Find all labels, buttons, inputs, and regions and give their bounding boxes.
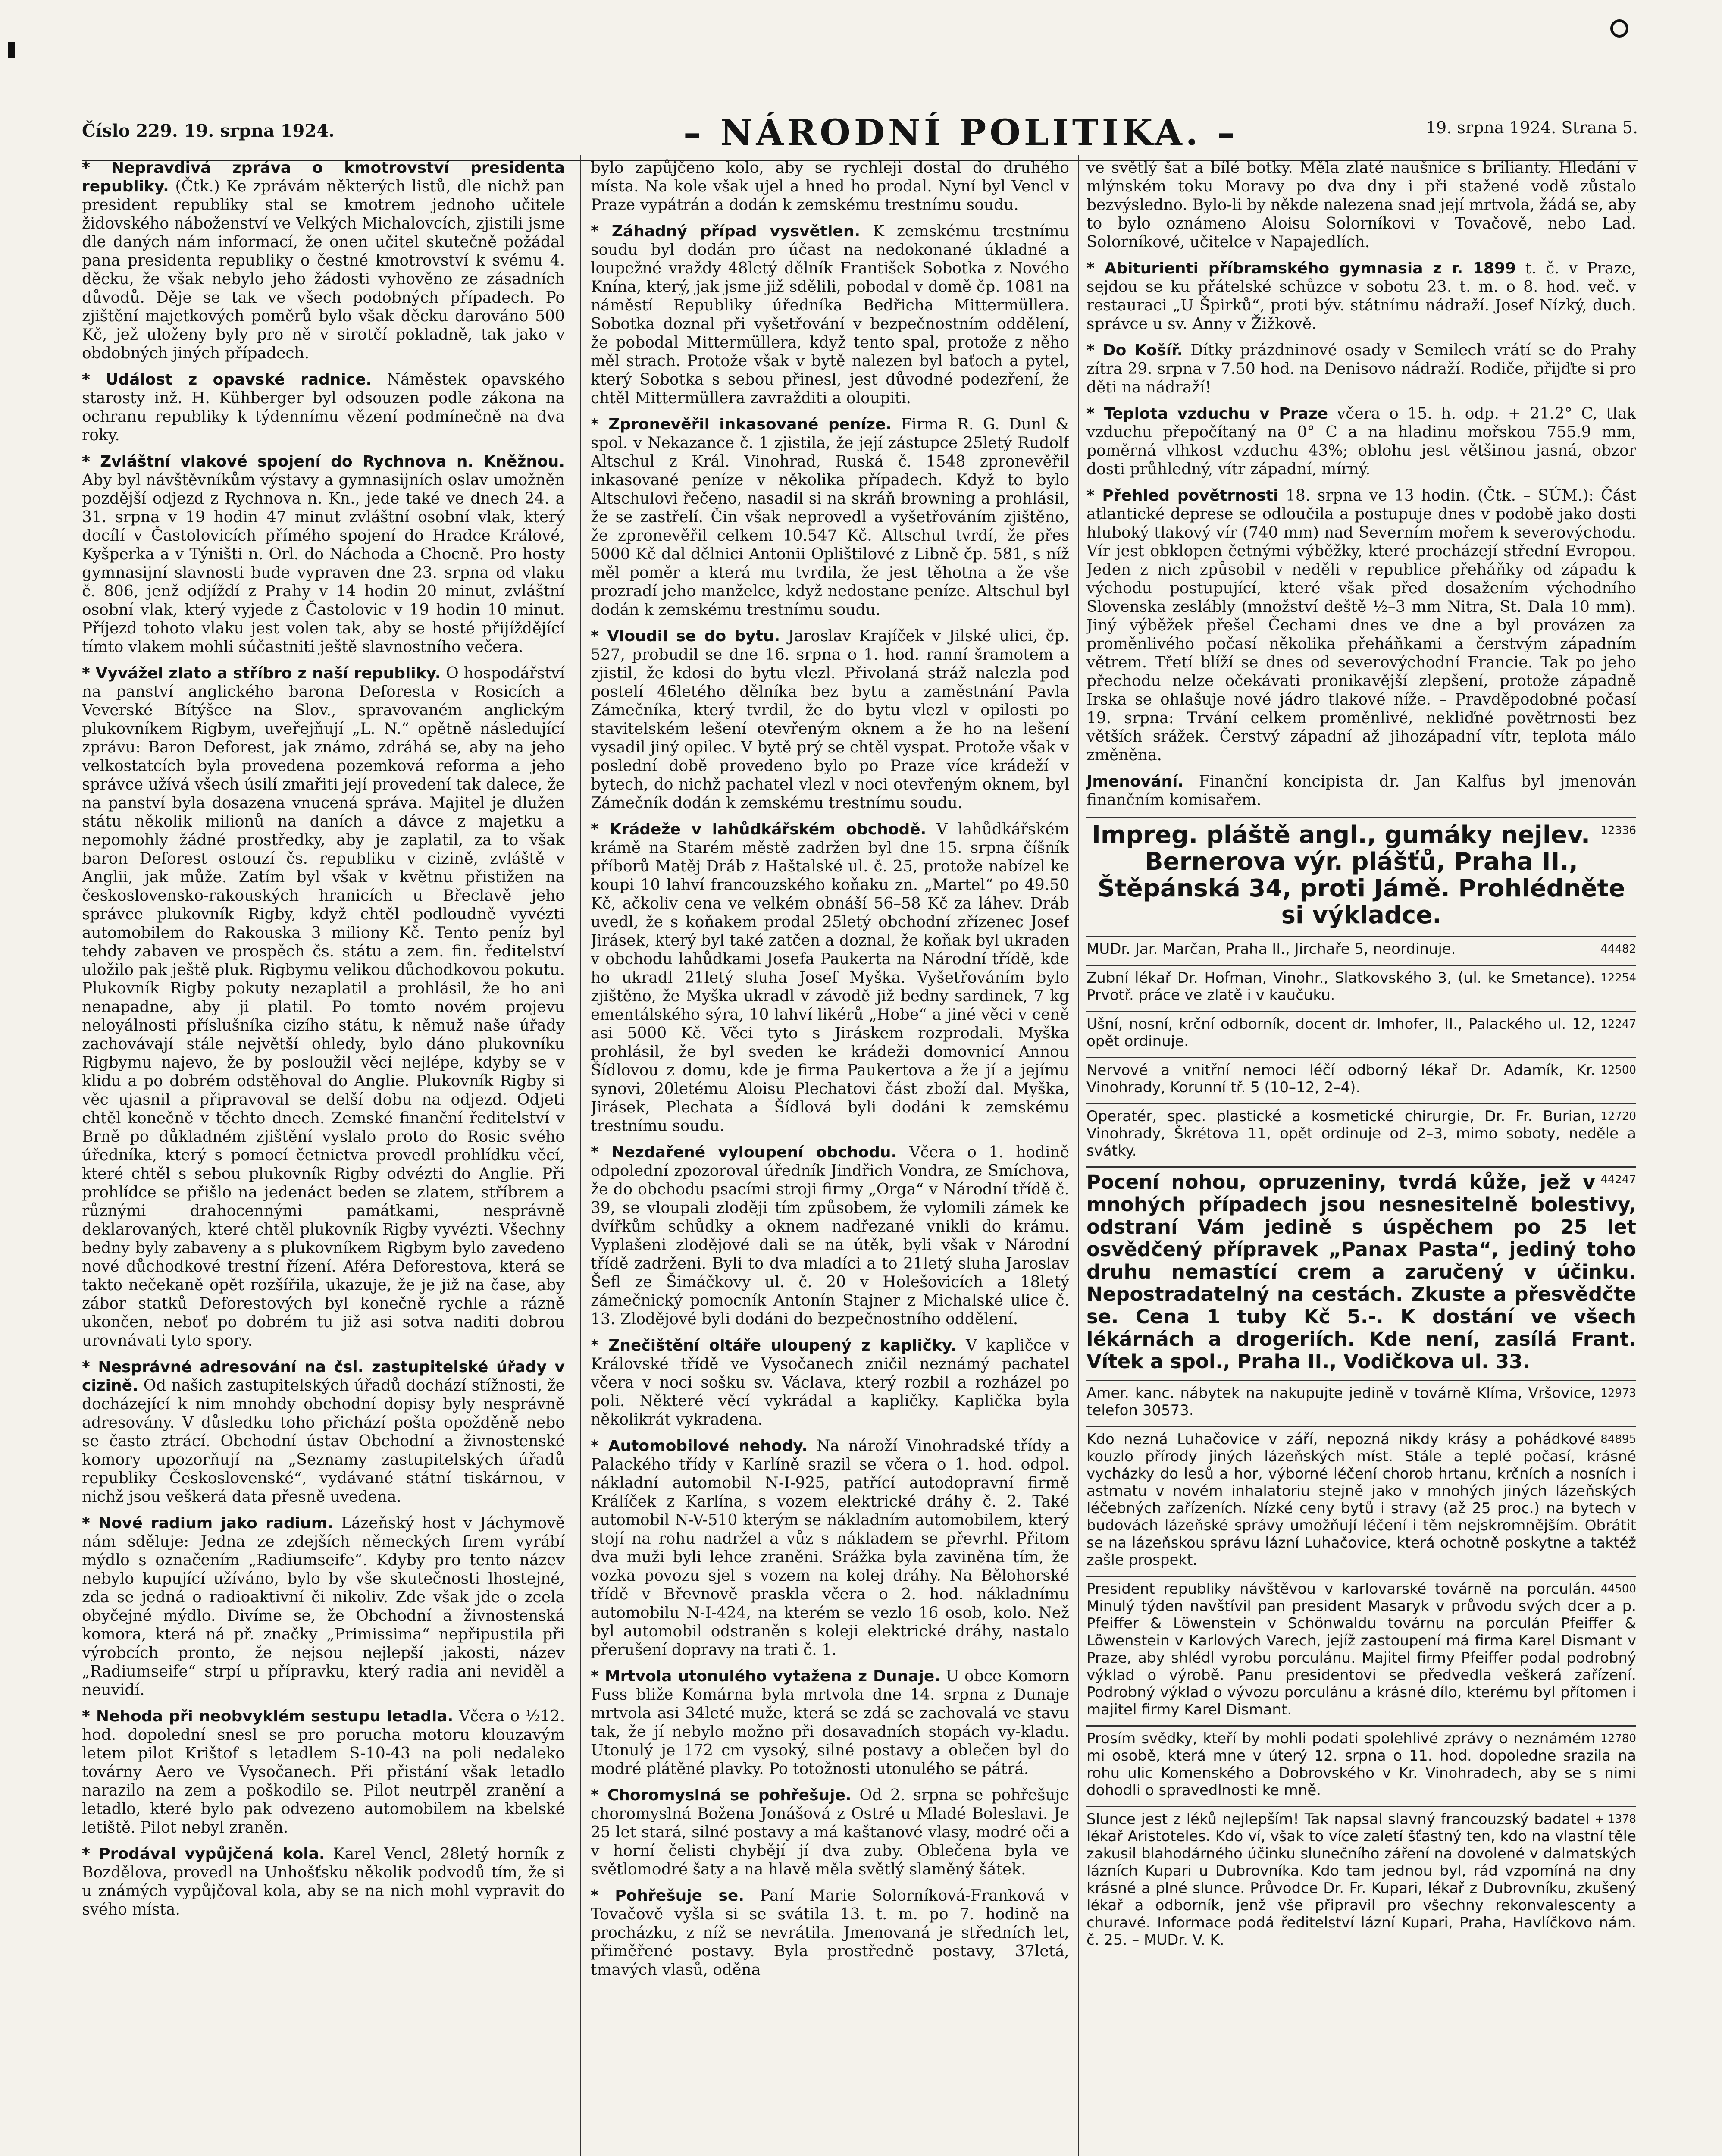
ad-text: Slunce jest z léků nejlepším! Tak napsal slavný francouzský badatel lékař Aristoteles. Kdo ví, však to více zaletí šťastný ten, kdo na vlastní těle zakusil blahodárného účinku slunečního záření na dovolené v dalmatských lázních Kupari u Dubrovníka. Kdo tam jednou byl, rád vzpomíná na dny krásné a plné slunce. Průvodce Dr. Fr. Kupari, lékař z Dubrovníku, zkušený lékař a odborník, jenž vše připravil pro všechny rekonvalescenty a churavé. Informace podá ředitelství lázní Kupari, Praha, Havlíčkovo nám. č. 25. – MUDr. V. K. xyxy=(1086,1811,1636,1949)
article-headline: * Nepravdivá zpráva o kmotrovství presidenta republiky. xyxy=(82,159,565,195)
article xyxy=(591,415,1069,619)
article-headline: * Abiturienti příbramského gymnasia z r. 1899 xyxy=(1086,260,1516,277)
article-body: Na nároží Vinohradské třídy a Palackého třídy v Karlíně srazil se včera o 1. hod. odpol. nákladní automobil N-I-925, patřící autodopravní firmě Králíček z Karlína, s vozem elektrické dráhy č. 2. Také automobil N-V-510 kterým se nákladním automobilem, který stojí na rohu nadržel a vůz s nákladem se převrhl. Přitom dva muži byli lehce zraněni. Srážka byla zaviněna tím, že vozka povozu sjel s vozem na kolej dráhy. Na Bělohorské třídě v Břevnově praskla včera o 2. hod. nákladnímu automobilu N-I-424, na kterém se vezlo 16 osob, kolo. Než byl automobil odstraněn s koleji elektrické dráhy, nastalo přerušení dopravy na trati č. 1. xyxy=(591,1437,1069,1659)
article xyxy=(591,159,1069,214)
article xyxy=(82,370,565,445)
article xyxy=(82,664,565,1350)
advertisement xyxy=(1086,1103,1636,1159)
article-body: Včera o 1. hodině odpolední zpozoroval úředník Jindřich Vondra, ze Smíchova, že do obchodu psacími stroji firmy „Orga“ v Národní třídě č. 39, se vloupali zloději tím způsobem, že vylomili zámek ke dvířkům schůdky a oknem nadřezané vnikli do krámu. Vyplašeni zlodějové dali se na útěk, byli však v Národní třídě zadrženi. Byli to dva mladíci a to 21letý sluha Jaroslav Šefl ze Šimáčkovy ul. č. 20 v Holešovicích a 18letý zámečnický pomocník Antonín Stajner z Michalské ulice č. 13. Zlodějové byli dodáni do bezpečnostního oddělení. xyxy=(591,1144,1069,1328)
ad-text: Kdo nezná Luhačovice v září, nepozná nikdy krásy a pohádkové kouzlo přírody jiných lázeňských míst. Stále a teplé počasí, krásné vycházky do lesů a hor, výborné léčení chorob hrtanu, krčních a nosních i astmatu v novém inhalatoriu stejně jako v mnohých jiných lázeňských léčebných zařízeních. Nízké ceny bytů i stravy (až 25 proc.) na bytech v budovách lázeňské správy umožňují léčení i těm nejskromnějším. Obrátit se na lázeňskou správu lázní Luhačovice, která ochotně poskytne a taktéž zašle prospekt. xyxy=(1086,1431,1636,1569)
article-body: V kapličce v Královské třídě ve Vysočanech zničil neznámý pachatel včera v noci sošku sv. Václava, který rozbil a rozházel po poli. Některé věcí vykrádal a kapličky. Kaplička byla několikrát vykradena. xyxy=(591,1337,1069,1429)
article xyxy=(591,1786,1069,1879)
article-body: t. č. v Praze, sejdou se ku přátelské schůzce v sobotu 23. t. m. o 8. hod. več. v restauraci „U Špirků“, proti býv. státnímu nádraží. Josef Nízký, duch. správce u sv. Anny v Žižkově. xyxy=(1086,260,1636,333)
ad-text: MUDr. Jar. Marčan, Praha II., Jirchaře 5, neordinuje. xyxy=(1086,940,1456,958)
page-date-number: 19. srpna 1924. Strana 5. xyxy=(1425,118,1638,137)
advertisement xyxy=(1086,936,1636,958)
advertisement xyxy=(1086,1057,1636,1096)
article xyxy=(591,1143,1069,1329)
article-headline: * Prodával vypůjčená kola. xyxy=(82,1845,325,1863)
article-headline: * Pohřešuje se. xyxy=(591,1887,745,1905)
ad-text: Nervové a vnitřní nemoci léčí odborný lékař Dr. Adamík, Kr. Vinohrady, Korunní tř. 5 (10–12, 2–4). xyxy=(1086,1062,1596,1096)
article-headline: * Záhadný případ vysvětlen. xyxy=(591,222,861,240)
article-body: Jaroslav Krajíček v Jilské ulici, čp. 527, probudil se dne 16. srpna o 1. hod. ranní šramotem a zjistil, že kdosi do bytu vlezl. Přivolaná stráž nalezla pod postelí 46letého dělníka bez bytu a zaměstnání Pavla Zámečníka, který tvrdil, že do bytu vlezl v opilosti po stavitelském lešení otevřeným oknem a že ho na lešení vysadil jiný opilec. V bytě prý se chtěl vyspat. Protože však v poslední době provedeno bylo po Praze více krádeží v bytech, do nichž pachatel vlezl v noci otevřeným oknem, byl Zámečník dodán k zemskému trestnímu soudu. xyxy=(591,627,1069,812)
scan-mark-left xyxy=(8,42,15,58)
article-body: Dítky prázdninové osady v Semilech vrátí se do Prahy zítra 29. srpna v 7.50 hod. na Denisovo nádraží. Rodiče, přijďte si pro děti na nádraží! xyxy=(1086,342,1636,396)
ad-code: 12720 xyxy=(1600,1110,1636,1123)
article-body: U obce Komorn Fuss bliže Komárna byla mrtvola dne 14. srpna z Dunaje mrtvola asi 34leté muže, která se zdá se zachovalá ve stavu tak, že jí nebylo možno při dosavadních stopách vy-kladu. Utonulý je 172 cm vysoký, silné postavy a oblečen byl do modré plátěné plavky. Po totožnosti utonulého se pátrá. xyxy=(591,1667,1069,1778)
article-body: Od 2. srpna se pohřešuje choromyslná Božena Jonášová z Ostré u Mladé Boleslavi. Je 25 let stará, silné postavy a má kaštanové vlasy, modré oči a v horní čelisti chybějí jí dva zuby. Oblečena byla ve světlomodré šaty a na hlavě měla světlý slaměný šátek. xyxy=(591,1786,1069,1878)
article-body: včera o 15. h. odp. + 21.2° C, tlak vzduchu přepočítaný na 0° C a na hladinu mořskou 755.9 mm, poměrná vlhkost vzduchu 43%; oblohu jest většinou jasná, obzor dosti průhledný, vítr západní, mírný. xyxy=(1086,405,1636,478)
ad-code: 12336 xyxy=(1600,824,1636,837)
article-headline: * Krádeže v lahůdkářském obchodě. xyxy=(591,821,927,838)
advertisement xyxy=(1086,1806,1636,1949)
ad-code: 44247 xyxy=(1600,1173,1636,1186)
ad-code: 12254 xyxy=(1600,971,1636,984)
advertisement xyxy=(1086,1380,1636,1419)
ad-code: 12247 xyxy=(1600,1018,1636,1031)
article xyxy=(1086,486,1636,765)
article-body: 18. srpna ve 13 hodin. (Čtk. – SÚM.): Část atlantické deprese se odloučila a postupuje dnes v podobě jako dosti hluboký tlakový vír (740 mm) nad Severním mořem k severovýchodu. Vír jest obklopen četnými výběžky, které procházejí střední Evropou. Jeden z nich způsobil v neděli v republice přeháňky od západu k východu postupující, které však před dosažením východního Slovenska zeslábly (množství deště ½–3 mm Nitra, St. Dala 10 mm). Jiný výběžek přešel Čechami dnes ve dne a byl provázen za proměnlivého počasí několika přeháňkami a čerstvým západním větrem. Třetí blíží se dnes od severovýchodní Francie. Tak po jeho přechodu nelze očekávati pronikavější zlepšení, protože západně Irska se ohlašuje nové jádro tlakové níže. – Pravděpodobné počasí 19. srpna: Trvání celkem proměnlivé, nekliďné povětrnosti bez větších srážek. Čerstvý západní až jihozápadní vítr, teplota málo změněna. xyxy=(1086,487,1636,764)
ad-code: 84895 xyxy=(1600,1433,1636,1446)
ad-code: 12500 xyxy=(1600,1064,1636,1077)
article-body: Karel Vencl, 28letý horník z Bozdělova, provedl na Unhošťsku několik podvodů tím, že si u známých vypůjčoval kola, aby se na nich mohl vypravit do svého místa. xyxy=(82,1845,565,1918)
article-headline: * Zpronevěřil inkasované peníze. xyxy=(591,416,892,433)
ad-code: + 1378 xyxy=(1594,1813,1636,1826)
ad-code: 44482 xyxy=(1600,943,1636,956)
article xyxy=(1086,404,1636,479)
advertisement xyxy=(1086,1725,1636,1799)
article-headline: * Událost z opavské radnice. xyxy=(82,371,372,389)
article-headline: * Nesprávné adresování na čsl. zastupitelské úřady v cizině. xyxy=(82,1358,565,1395)
article-body: Od našich zastupitelských úřadů dochází stížnosti, že docházející k nim mnohdy obchodní dopisy byly nesprávně adresovány. V důsledku toho přichází pošta opožděně nebo se často ztrácí. Obchodní ústav Obchodní a živnostenské komory upozorňují na „Seznamy zastupitelských úřadů republiky Československé“, vydávané státní tiskárnou, v nichž jsou veškerá data přesně uvedena. xyxy=(82,1377,565,1506)
advertisement xyxy=(1086,817,1636,929)
article-headline: * Do Košíř. xyxy=(1086,342,1183,359)
article-body: V lahůdkářském krámě na Starém městě zadržen byl dne 15. srpna číšník příborů Matěj Dráb z Haštalské ul. č. 25, protože nabízel ke koupi 10 lahví francouzského koňaku zn. „Martel“ po 49.50 Kč, ačkoliv cena ve velkém obnáší 56–58 Kč za láhev. Dráb uvedl, že s koňakem prodal 25letý obchodní zřízenec Josef Jirásek, který byl také zatčen a doznal, že koňak byl ukraden v obchodu lahůdkami Josefa Paukerta na Národní třídě, kde ho ukradl 21letý sluha Josef Myška. Vyšetřováním bylo zjištěno, že Myška ukradl v závodě již bedny sardinek, 7 kg ementálského sýra, 10 lahví likérů „Hobe“ a jiné věci v ceně asi 5000 Kč. Věci tyto s Jiráskem rozprodali. Myška prohlásil, že byl sveden ke krádeži domovnicí Annou Šídlovou z domu, kde je firma Paukertova a že jí a jejímu synovi, 20letému Aloisu Plechatovi část zboží dal. Myška, Jirásek, Plechata a Šídlová byli dodáni k zemskému trestnímu soudu. xyxy=(591,821,1069,1135)
column-3 xyxy=(1086,159,1636,2156)
column-divider xyxy=(1078,155,1079,2156)
article-body: Náměstek opavského starosty inž. H. Kühberger byl odsouzen podle zákona na ochranu republiky k týdennímu vězení podmínečně na dva roky. xyxy=(82,371,565,444)
article-headline: * Teplota vzduchu v Praze xyxy=(1086,405,1328,423)
article xyxy=(82,1514,565,1699)
issue-date: Číslo 229. 19. srpna 1924. xyxy=(82,121,335,141)
ad-code: 44500 xyxy=(1600,1583,1636,1595)
article-headline: * Znečištění oltáře uloupený z kapličky. xyxy=(591,1337,957,1354)
article-headline: * Nehoda při neobvyklém sestupu letadla. xyxy=(82,1708,454,1725)
article xyxy=(1086,159,1636,251)
article xyxy=(591,1336,1069,1429)
column-divider xyxy=(580,155,581,2156)
advertisement xyxy=(1086,1011,1636,1050)
column-2 xyxy=(591,159,1069,2156)
advertisement xyxy=(1086,1576,1636,1718)
ad-text: Amer. kanc. nábytek na nakupujte jedině v továrně Klíma, Vršovice, telefon 30573. xyxy=(1086,1385,1596,1419)
ad-text: Operatér, spec. plastické a kosmetické chirurgie, Dr. Fr. Burian, Vinohrady, Škrétova 11, opět ordinuje od 2–3, mimo soboty, neděle a svátky. xyxy=(1086,1108,1636,1159)
article-headline: * Nezdařené vyloupení obchodu. xyxy=(591,1144,897,1161)
article-headline: Jmenování. xyxy=(1086,773,1184,790)
article xyxy=(591,222,1069,407)
article xyxy=(82,1845,565,1919)
article-body: (Čtk.) Ke zprávám některých listů, dle nichž pan president republiky stal se kmotrem jednoho učitele židovského náboženství ve Velkých Michalovcích, zjistili jsme dle daných nám informací, že onen učitel skutečně požádal pana presidenta republiky o čestné kmotrovství k svému 4. děcku, že však nebylo jeho žádosti vyhověno ze zásadních důvodů. Děje se tak ve všech podobných případech. Po zjištění majetkových poměrů bylo však děcku darováno 500 Kč, jež uloženy byly pro ně v sirotčí pokladně, tak jako v obdobných jiných případech. xyxy=(82,178,565,362)
ink-circle-mark xyxy=(1610,19,1628,38)
article xyxy=(591,820,1069,1135)
ad-code: 12973 xyxy=(1600,1387,1636,1400)
article-body: O hospodářství na panství anglického barona Deforesta v Rosicích a Veverské Bítýšce na Slov., spravovaném anglickým plukovníkem Rigbym, uveřejňují „L. N.“ opětně následující zprávu: Baron Deforest, jak známo, zdráhá se, aby na jeho velkostatcích byla provedena pozemková reforma a jeho správce užívá všech úsilí zmařiti její provedení tak dalece, že na panství byla dosazena vnucená správa. Majitel je dlužen státu několik milionů na daních a dávce z majetku a nepomohly žádné prostředky, aby je zaplatil, za to však baron Deforest ostouzí čs. republiku v cizině, zvláště v Anglii, jak může. Zatím byl však v květnu přistižen na československo-rakouských hranicích u Břeclavě jeho správce plukovník Rigby, když chtěl podloudně vyvézti automobilem do Rakouska 3 miliony Kč. Tento peníz byl tehdy zabaven ve prospěch čs. státu a zem. fin. ředitelství uložilo pak ještě pluk. Rigbymu velikou důchodkovou pokutu. Plukovník Rigby pokuty nezaplatil a prohlásil, že ho ani nenapadne, aby ji platil. Po tomto novém projevu neloyálnosti příslušníka cizího státu, k němuž naše úřady zachovávají stále největší ohledy, bylo dáno plukovníku Rigbymu najevo, že by posloužil věci nejlépe, kdyby se v klidu a po dobrém odstěhoval do Anglie. Plukovník Rigby si věc ujasnil a připravoval se delší dobu na odjezd. Odjeti chtěl konečně v těchto dnech. Zemské finanční ředitelství v Brně po důkladném zjištění vyslalo proto do Rosic svého úředníka, který s pomocí četnictva provedl prohlídku věcí, které chtěl s sebou plukovník Rigby odvézti do Anglie. Při prohlídce se přišlo na jedenáct beden se zlatem, stříbrem a různými drahocennými památkami, nesprávně deklarovaných, které chtěl plukovník Rigby vyvézti. Všechny bedny byly zabaveny a s plukovníkem Rigbym bylo zavedeno nové důchodkové trestní řízení. Aféra Deforestova, která se takto nečekaně opět rozšířila, ukazuje, že je již na čase, aby zábor statků Deforestových byl konečně rychle a rázně ukončen, neboť po dobrém tu již asi sotva naditi dobrou urovnávati tyto spory. xyxy=(82,664,565,1350)
column-1 xyxy=(82,159,565,2156)
article xyxy=(82,1707,565,1837)
article-headline: * Mrtvola utonulého vytažena z Dunaje. xyxy=(591,1667,940,1685)
ad-code: 12780 xyxy=(1600,1732,1636,1745)
article-body: Lázeňský host v Jáchymově nám sděluje: Jedna ze zdejších německých firem vyrábí mýdlo s označením „Radiumseife“. Kdyby pro tento název nebylo kupující užíváno, bylo by vše skutečnosti lhostejné, zda se jedná o radioaktivní či nikoliv. Zde však jde o zcela obyčejné mýdlo. Divíme se, že Obchodní a živnostenská komora, která ná př. značky „Primissima“ nepřipustila při výrobcích pronto, že nejsou nejlepší jakosti, název „Radiumseife“ strpí u přípravku, který radia ani neviděl a neuvidí. xyxy=(82,1514,565,1699)
advertisement xyxy=(1086,965,1636,1004)
article xyxy=(82,452,565,656)
advertisement xyxy=(1086,1426,1636,1569)
article xyxy=(1086,341,1636,397)
article-body: Včera o ½12. hod. dopolední snesl se pro porucha motoru klouzavým letem pilot Krištof s letadlem S-10-43 na poli nedaleko továrny Aero ve Vysočanech. Při přistání však letadlo narazilo na zem a poškodilo se. Pilot neutrpěl zranění a letadlo, které bylo pak odvezeno automobilem na kbelské letiště. Pilot nebyl zraněn. xyxy=(82,1708,565,1836)
article-body: Finanční koncipista dr. Jan Kalfus byl jmenován finančním komisařem. xyxy=(1086,773,1636,809)
article xyxy=(1086,772,1636,809)
article-headline: * Nové radium jako radium. xyxy=(82,1514,333,1532)
article-headline: * Zvláštní vlakové spojení do Rychnova n. Kněžnou. xyxy=(82,453,565,470)
article xyxy=(591,1887,1069,1979)
article xyxy=(82,159,565,363)
ad-text: Pocení nohou, opruzeniny, tvrdá kůže, jež v mnohých případech jsou nesnesitelně bolestivy, odstraní Vám jedině s úspěchem po 25 let osvědčený přípravek „Panax Pasta“, jediný toho druhu nemastící crem a zaručený v účinku. Nepostradatelný na cestách. Zkuste a přesvědčte se. Cena 1 tuby Kč 5.-. K dostání ve všech lékárnách a drogeriích. Kde není, zasílá Frant. Vítek a spol., Praha II., Vodičkova ul. 33. xyxy=(1086,1171,1636,1373)
ad-text: President republiky návštěvou v karlovarské továrně na porculán. Minulý týden navštívil pan president Masaryk v průvodu svých dcer a p. Pfeiffer & Löwenstein v Schönwaldu továrnu na porculán Pfeiffer & Löwenstein v Karlových Varech, jejíž zastoupení má firma Karel Dismant v Praze, aby shlédl vyrobu porculánu. Majitel firmy Pfeiffer podal podrobný výklad o výrobě. Panu presidentovi se předvedla veškerá zařízení. Podrobný výklad o vývozu porculánu a krásné dílo, kterému byl přítomen i majitel firmy Karel Dismant. xyxy=(1086,1580,1636,1718)
article-body: bylo zapůjčeno kolo, aby se rychleji dostal do druhého místa. Na kole však ujel a hned ho prodal. Nyní byl Vencl v Praze vypátrán a dodán k zemskému trestnímu soudu. xyxy=(591,159,1069,214)
article-body: Aby byl návštěvníkům výstavy a gymnasijních oslav umožněn pozdější odjezd z Rychnova n. Kn., jede také ve dnech 24. a 31. srpna v 19 hodin 47 minut zvláštní osobní vlak, který docílí v Častolovicích přímého spojení do Hradce Králové, Kyšperka a v Týništi n. Orl. do Náchoda a Chocně. Pro hosty gymnasijní slavnosti bude vypraven dne 23. srpna od vlaku č. 806, jenž odjíždí z Prahy v 14 hodin 20 minut, zvláštní osobní vlak, který vyjede z Častolovic v 19 hodin 10 minut. Příjezd tohoto vlaku jest volen tak, aby se hosté přijíždějící tímto vlakem mohli súčastniti ještě slavnostního večera. xyxy=(82,471,565,656)
ad-text: Impreg. pláště angl., gumáky nejlev. Bernerova výr. plášťů, Praha II., Štěpánská 34, proti Jámě. Prohlédněte si výkladce. xyxy=(1092,821,1625,929)
article-headline: * Choromyslná se pohřešuje. xyxy=(591,1786,852,1804)
article-body: ve světlý šat a bílé botky. Měla zlaté naušnice s brilianty. Hledání v mlýnském toku Moravy po dva dny i při stažené vodě zůstalo bezvýsledno. Bylo-li by někde nalezena snad její mrtvola, žádá se, aby to bylo oznámeno Aloisu Solorníkovi v Tovačově, nebo Lad. Solorníkové, učitelce v Napajedlích. xyxy=(1086,159,1636,251)
ad-text: Prosím svědky, kteří by mohli podati spolehlivé zprávy o neznámém mi osobě, která mne v úterý 12. srpna o 11. hod. dopoledne srazila na rohu ulic Komenského a Dobrovského v Kr. Vinohradech, aby se s nimi dohodli o spravedlnosti ke mně. xyxy=(1086,1730,1636,1799)
article xyxy=(1086,259,1636,333)
article-headline: * Automobilové nehody. xyxy=(591,1437,808,1455)
advertisement xyxy=(1086,1166,1636,1373)
ad-text: Zubní lékař Dr. Hofman, Vinohr., Slatkovského 3, (ul. ke Smetance). Prvotř. práce ve zlatě i v kaučuku. xyxy=(1086,969,1596,1004)
article xyxy=(591,627,1069,812)
article-headline: * Přehled povětrnosti xyxy=(1086,487,1279,505)
article-headline: * Vloudil se do bytu. xyxy=(591,627,780,645)
article-body: Firma R. G. Dunl & spol. v Nekazance č. 1 zjistila, že její zástupce 25letý Rudolf Altschul z Král. Vinohrad, Ruská č. 1548 zpronevěřil inkasované peníze v několika případech. Když to bylo Altschulovi řečeno, nasadil si na skráň browning a prohlásil, že se zastřelí. Čin však neprovedl a vyšetřováním zjištěno, že zpronevěřil celkem 10.547 Kč. Altschul tvrdí, že přes 5000 Kč dal dělnici Antonii Oplištilové z Libně čp. 581, s níž měl poměr a která mu tvrdila, že jest těhotna a že vše prozradí jeho manželce, když nedostane peníze. Altschul byl dodán k zemskému trestnímu soudu. xyxy=(591,416,1069,619)
page-header xyxy=(82,108,1638,161)
article-headline: * Vyvážel zlato a stříbro z naší republiky. xyxy=(82,664,441,682)
article-body: K zemskému trestnímu soudu byl dodán pro účast na nedokonané úkladné a loupežné vraždy 48letý dělník František Sobotka z Nového Knína, který, jak jsme již sdělili, pobodal v domě čp. 1081 na náměstí Republiky úředníka Bedřicha Mittermüllera. Sobotka doznal při vyšetřování v bezpečnostním oddělení, že pobodal Mittermüllera, když tento spal, protože z něho měl strach. Protože však v bytě nalezen byl baťoch a pytel, který Sobotka s sebou přinesl, jest důvodné podezření, že chtěl Mittermüllera zavražditi a oloupiti. xyxy=(591,222,1069,407)
newspaper-title: – NÁRODNÍ POLITIKA. – xyxy=(683,112,1238,154)
article xyxy=(591,1667,1069,1778)
article xyxy=(82,1358,565,1506)
ad-text: Ušní, nosní, krční odborník, docent dr. Imhofer, II., Palackého ul. 12, opět ordinuje. xyxy=(1086,1015,1596,1050)
article-body: Paní Marie Solorníková-Franková v Tovačově vyšla si se svátila 13. t. m. po 7. hodině na procházku, z níž se nevrátila. Jmenovaná je středních let, přiměřené postavy. Byla prostředně postavy, 37letá, tmavých vlasů, oděna xyxy=(591,1887,1069,1979)
article xyxy=(591,1437,1069,1659)
